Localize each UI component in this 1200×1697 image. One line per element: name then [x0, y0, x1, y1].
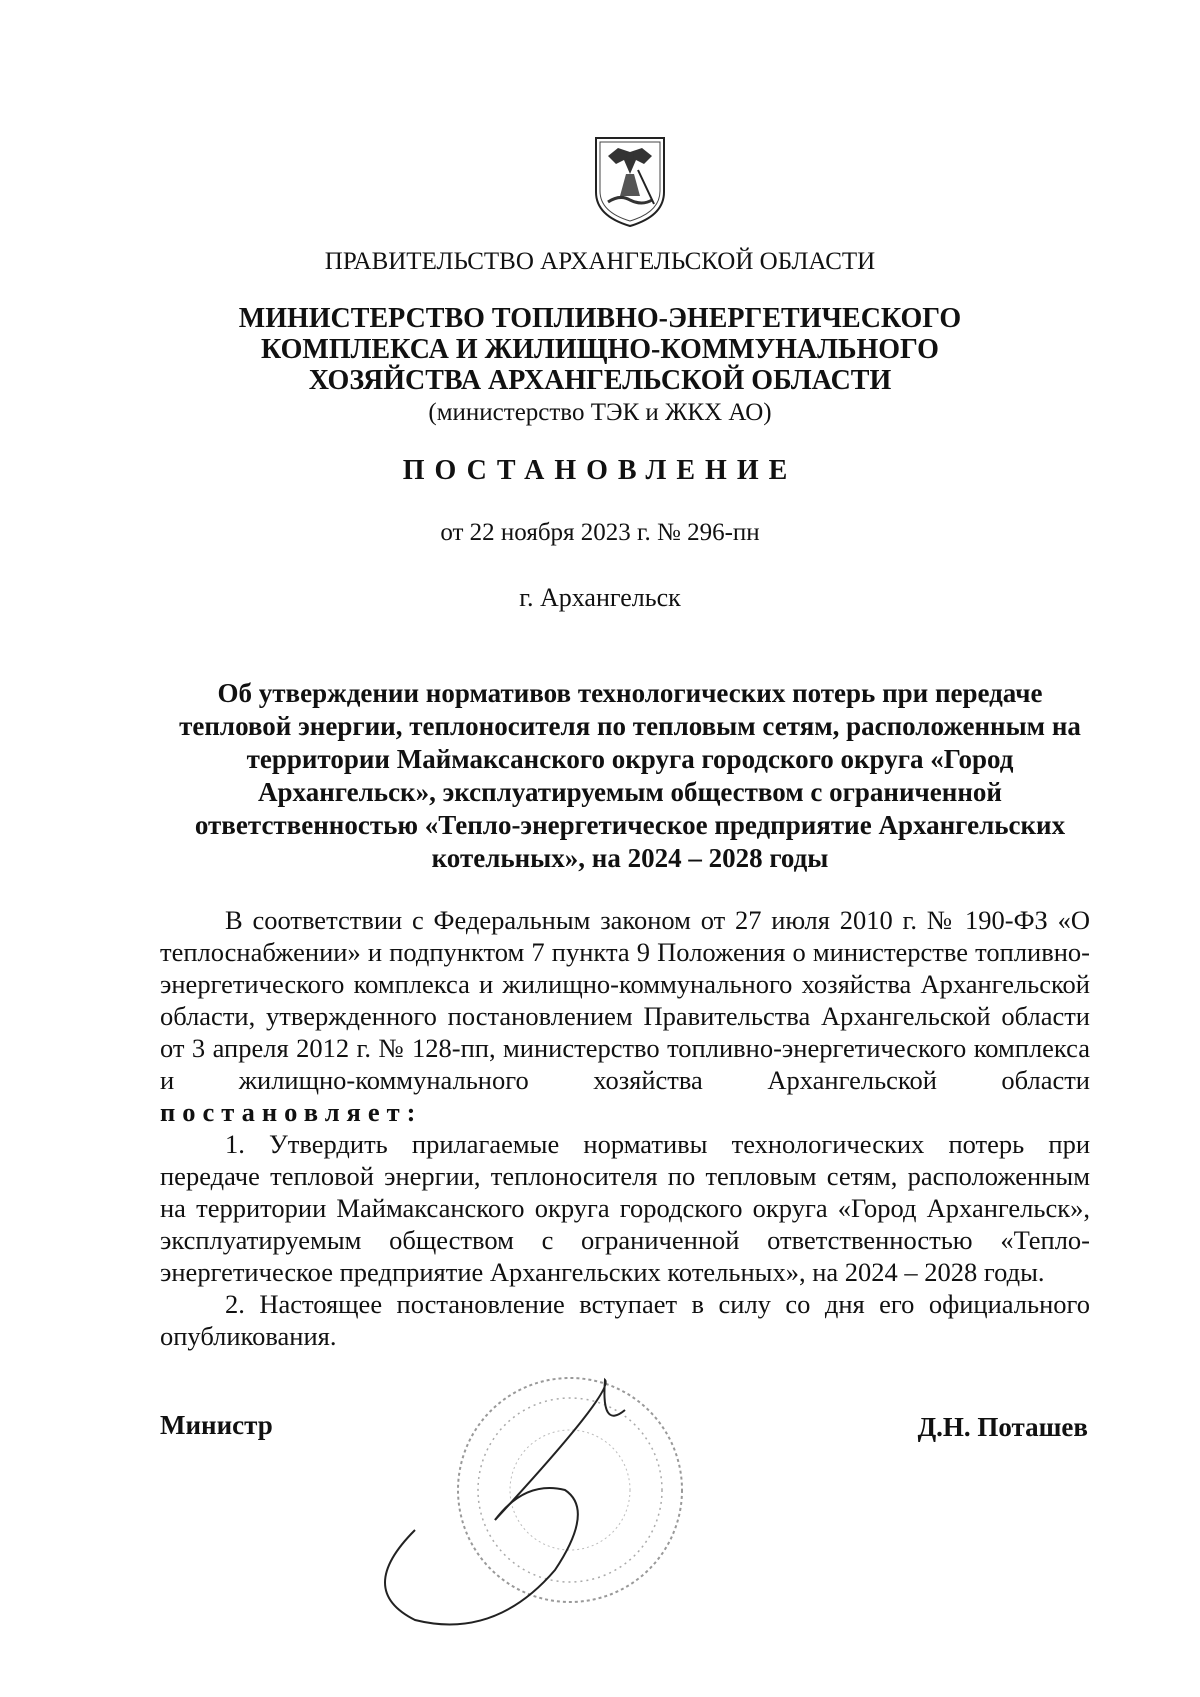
item-2-paragraph: 2. Настоящее постановление вступает в силу со дня его официального опубликования.	[160, 1289, 1090, 1351]
document-body	[160, 904, 1090, 1352]
ministry-name-line: ХОЗЯЙСТВА АРХАНГЕЛЬСКОЙ ОБЛАСТИ	[308, 365, 892, 396]
ministry-name-line: МИНИСТЕРСТВО ТОПЛИВНО-ЭНЕРГЕТИЧЕСКОГО	[238, 303, 962, 334]
preamble-paragraph	[160, 904, 1090, 1128]
document-subject: Об утверждении нормативов технологических потерь при передаче тепловой энергии, теплоносителя по тепловым сетям, расположенным на территории Маймаксанского округа городского округа «Город Архангельск», эксплуатируемым обществом с ограниченной ответственностью «Тепло-энергетическое предприятие Архангельских котельных», на 2024 – 2028 годы	[179, 678, 1081, 873]
document-type-title: ПОСТАНОВЛЕНИЕ	[402, 455, 798, 486]
official-seal-and-signature-icon	[355, 1370, 775, 1670]
document-date-number: от 22 ноября 2023 г. № 296-пн	[440, 519, 760, 546]
preamble-text: В соответствии с Федеральным законом от 27 июля 2010 г. № 190-ФЗ «О теплоснабжении» и подпунктом 7 пункта 9 Положения о министерстве топливно-энергетического комплекса и жилищно-коммунального хозяйства Архангельской области, утвержденного постановлением Правительства Архангельской области от 3 апреля 2012 г. № 128-пп, министерство топливно-энергетического комплекса и жилищно-коммунального хозяйства Архангельской области	[160, 905, 1090, 1095]
resolves-word: постановляет:	[160, 1097, 423, 1127]
ministry-abbreviation: (министерство ТЭК и ЖКХ АО)	[428, 399, 772, 426]
coat-of-arms-emblem-icon	[590, 130, 670, 230]
ministry-name	[0, 303, 1200, 396]
signatory-title: Министр	[160, 1410, 273, 1440]
signatory-name: Д.Н. Поташев	[917, 1412, 1088, 1442]
ministry-name-line: КОМПЛЕКСА И ЖИЛИЩНО-КОММУНАЛЬНОГО	[261, 334, 939, 365]
government-name: ПРАВИТЕЛЬСТВО АРХАНГЕЛЬСКОЙ ОБЛАСТИ	[324, 248, 876, 275]
document-city: г. Архангельск	[519, 583, 681, 612]
item-1-paragraph: 1. Утвердить прилагаемые нормативы технологических потерь при передаче тепловой энергии, теплоносителя по тепловым сетям, расположенным на территории Маймаксанского округа городского округа «Город Архангельск», эксплуатируемым обществом с ограниченной ответственностью «Тепло-энергетическое предприятие Архангельских котельных», на 2024 – 2028 годы.	[160, 1129, 1090, 1287]
